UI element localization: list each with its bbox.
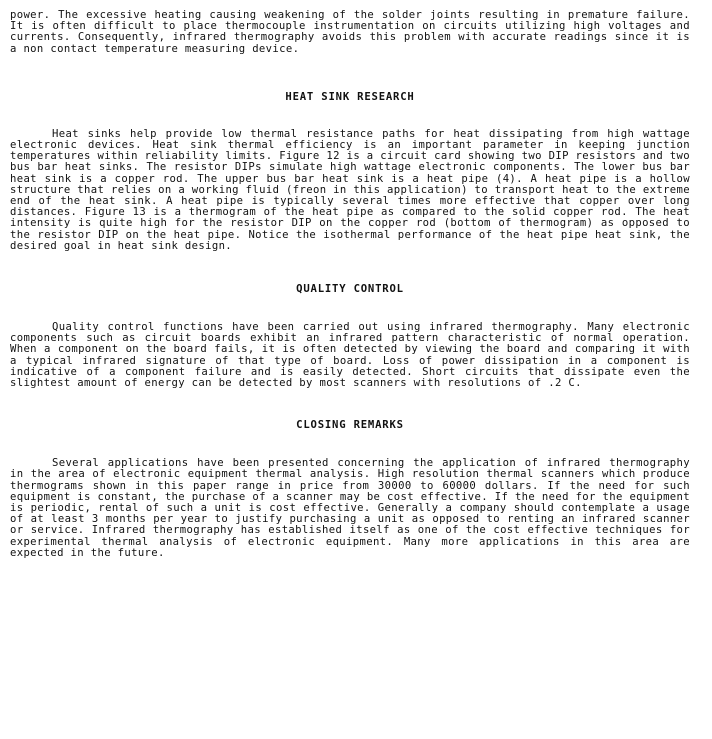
- section-heading-closing-remarks: CLOSING REMARKS: [296, 419, 404, 432]
- document-page: [10, 10, 690, 559]
- section-heading-quality-control: QUALITY CONTROL: [296, 283, 404, 296]
- intro-paragraph: power. The excessive heating causing weakening of the solder joints resulting in premature failure. It is often difficult to place thermocouple instrumentation on circuits utilizing high voltages and currents. Consequently, infrared thermography avoids this problem with accurate readings since it is a non contact temperature measuring device.: [10, 9, 690, 55]
- heat-sink-research-paragraph: Heat sinks help provide low thermal resistance paths for heat dissipating from high wattage electronic devices. Heat sink thermal efficiency is an important parameter in keeping junction temperatures within reliability limits. Figure 12 is a circuit card showing two DIP resistors and two bus bar heat sinks. The resistor DIPs simulate high wattage electronic components. The lower bus bar heat sink is a copper rod. The upper bus bar heat sink is a heat pipe (4). A heat pipe is a hollow structure that relies on a working fluid (freon in this application) to transport heat to the extreme end of the heat sink. A heat pipe is typically several times more effective that copper over long distances. Figure 13 is a thermogram of the heat pipe as compared to the solid copper rod. The heat intensity is quite high for the resistor DIP on the copper rod (bottom of thermogram) as opposed to the resistor DIP on the heat pipe. Notice the isothermal performance of the heat pipe heat sink, the desired goal in heat sink design.: [10, 127, 690, 252]
- quality-control-paragraph: Quality control functions have been carried out using infrared thermography. Many electronic components such as circuit boards exhibit an infrared pattern characteristic of normal operation. When a component on the board fails, it is often detected by viewing the board and comparing it with a typical infrared signature of that type of board. Loss of power dissipation in a component is indicative of a component failure and is easily detected. Short circuits that dissipate even the slightest amount of energy can be detected by most scanners with resolutions of .2 C.: [10, 321, 690, 390]
- closing-remarks-paragraph: Several applications have been presented concerning the application of infrared thermography in the area of electronic equipment thermal analysis. High resolution thermal scanners which produce thermograms shown in this paper range in price from 30000 to 60000 dollars. If the need for such equipment is constant, the purchase of a scanner may be cost effective. If the need for the equipment is periodic, rental of such a unit is cost effective. Generally a company should contemplate a usage of at least 3 months per year to justify purchasing a unit as opposed to renting an infrared scanner or service. Infrared thermography has established itself as one of the cost effective techniques for experimental thermal analysis of electronic equipment. Many more applications in this area are expected in the future.: [10, 457, 690, 559]
- section-heading-heat-sink-research: HEAT SINK RESEARCH: [285, 90, 415, 103]
